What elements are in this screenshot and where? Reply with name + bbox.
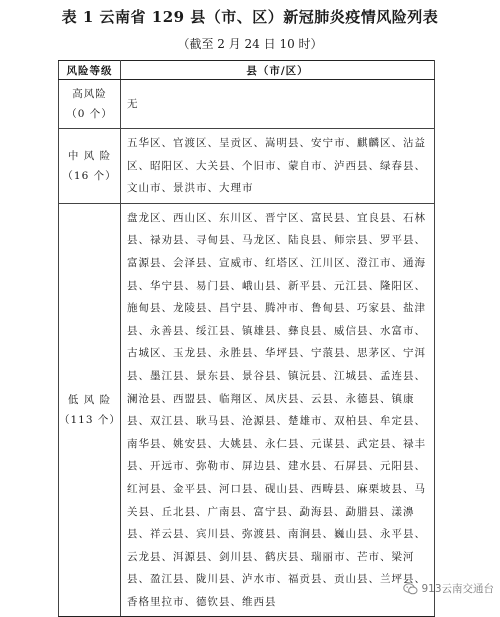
risk-level-count: （16 个） [62, 169, 117, 182]
header-counties: 县（市/区） [121, 61, 435, 80]
risk-level-count: （0 个） [66, 108, 113, 120]
risk-level-label: 高风险 [72, 88, 107, 100]
risk-level-cell [59, 203, 121, 617]
risk-level-cell [59, 129, 121, 204]
watermark-text: 913云南交通台 [421, 583, 494, 595]
risk-table [58, 60, 435, 617]
watermark [403, 581, 494, 596]
table-subtitle: （截至 2 月 24 日 10 时） [177, 37, 323, 51]
header-risk-level: 风险等级 [59, 61, 121, 80]
risk-level-count: （113 个） [59, 414, 121, 427]
table-row-medium-risk [59, 129, 435, 204]
county-list: 盘龙区、西山区、东川区、晋宁区、富民县、宜良县、石林县、禄劝县、寻甸县、马龙区、陆良县、师宗县、罗平县、富源县、会泽县、宣威市、红塔区、江川区、澄江市、通海县、华宁县、易门县、峨山县、新平县、元江县、隆阳区、施甸县、龙陵县、昌宁县、腾冲市、鲁甸县、巧家县、盐津县、永善县、绥江县、镇雄县、彝良县、威信县、水富市、古城区、玉龙县、永胜县、华坪县、宁蒗县、思茅区、宁洱县、墨江县、景东县、景谷县、镇沅县、江城县、孟连县、澜沧县、西盟县、临翔区、凤庆县、云县、永德县、镇康县、双江县、耿马县、沧源县、楚雄市、双柏县、牟定县、南华县、姚安县、大姚县、永仁县、元谋县、武定县、禄丰县、开远市、弥勒市、屏边县、建水县、石屏县、元阳县、红河县、金平县、河口县、砚山县、西畴县、麻栗坡县、马关县、丘北县、广南县、富宁县、勐海县、勐腊县、漾濞县、祥云县、宾川县、弥渡县、南涧县、巍山县、永平县、云龙县、洱源县、剑川县、鹤庆县、瑞丽市、芒市、梁河县、盈江县、陇川县、泸水市、福贡县、贡山县、兰坪县、香格里拉市、德钦县、维西县 [121, 203, 435, 617]
table-row-high-risk [59, 80, 435, 129]
risk-level-cell [59, 80, 121, 129]
table-title: 表 1 云南省 129 县（市、区）新冠肺炎疫情风险列表 [61, 8, 439, 26]
county-list: 无 [121, 80, 435, 129]
risk-level-label: 中 风 险 [67, 149, 112, 162]
table-row-low-risk [59, 203, 435, 617]
county-list: 五华区、官渡区、呈贡区、嵩明县、安宁市、麒麟区、沾益区、昭阳区、大关县、个旧市、蒙自市、泸西县、绿春县、文山市、景洪市、大理市 [121, 129, 435, 204]
wechat-icon [403, 583, 418, 595]
table-header-row [59, 61, 435, 80]
risk-level-label: 低 风 险 [67, 394, 112, 407]
